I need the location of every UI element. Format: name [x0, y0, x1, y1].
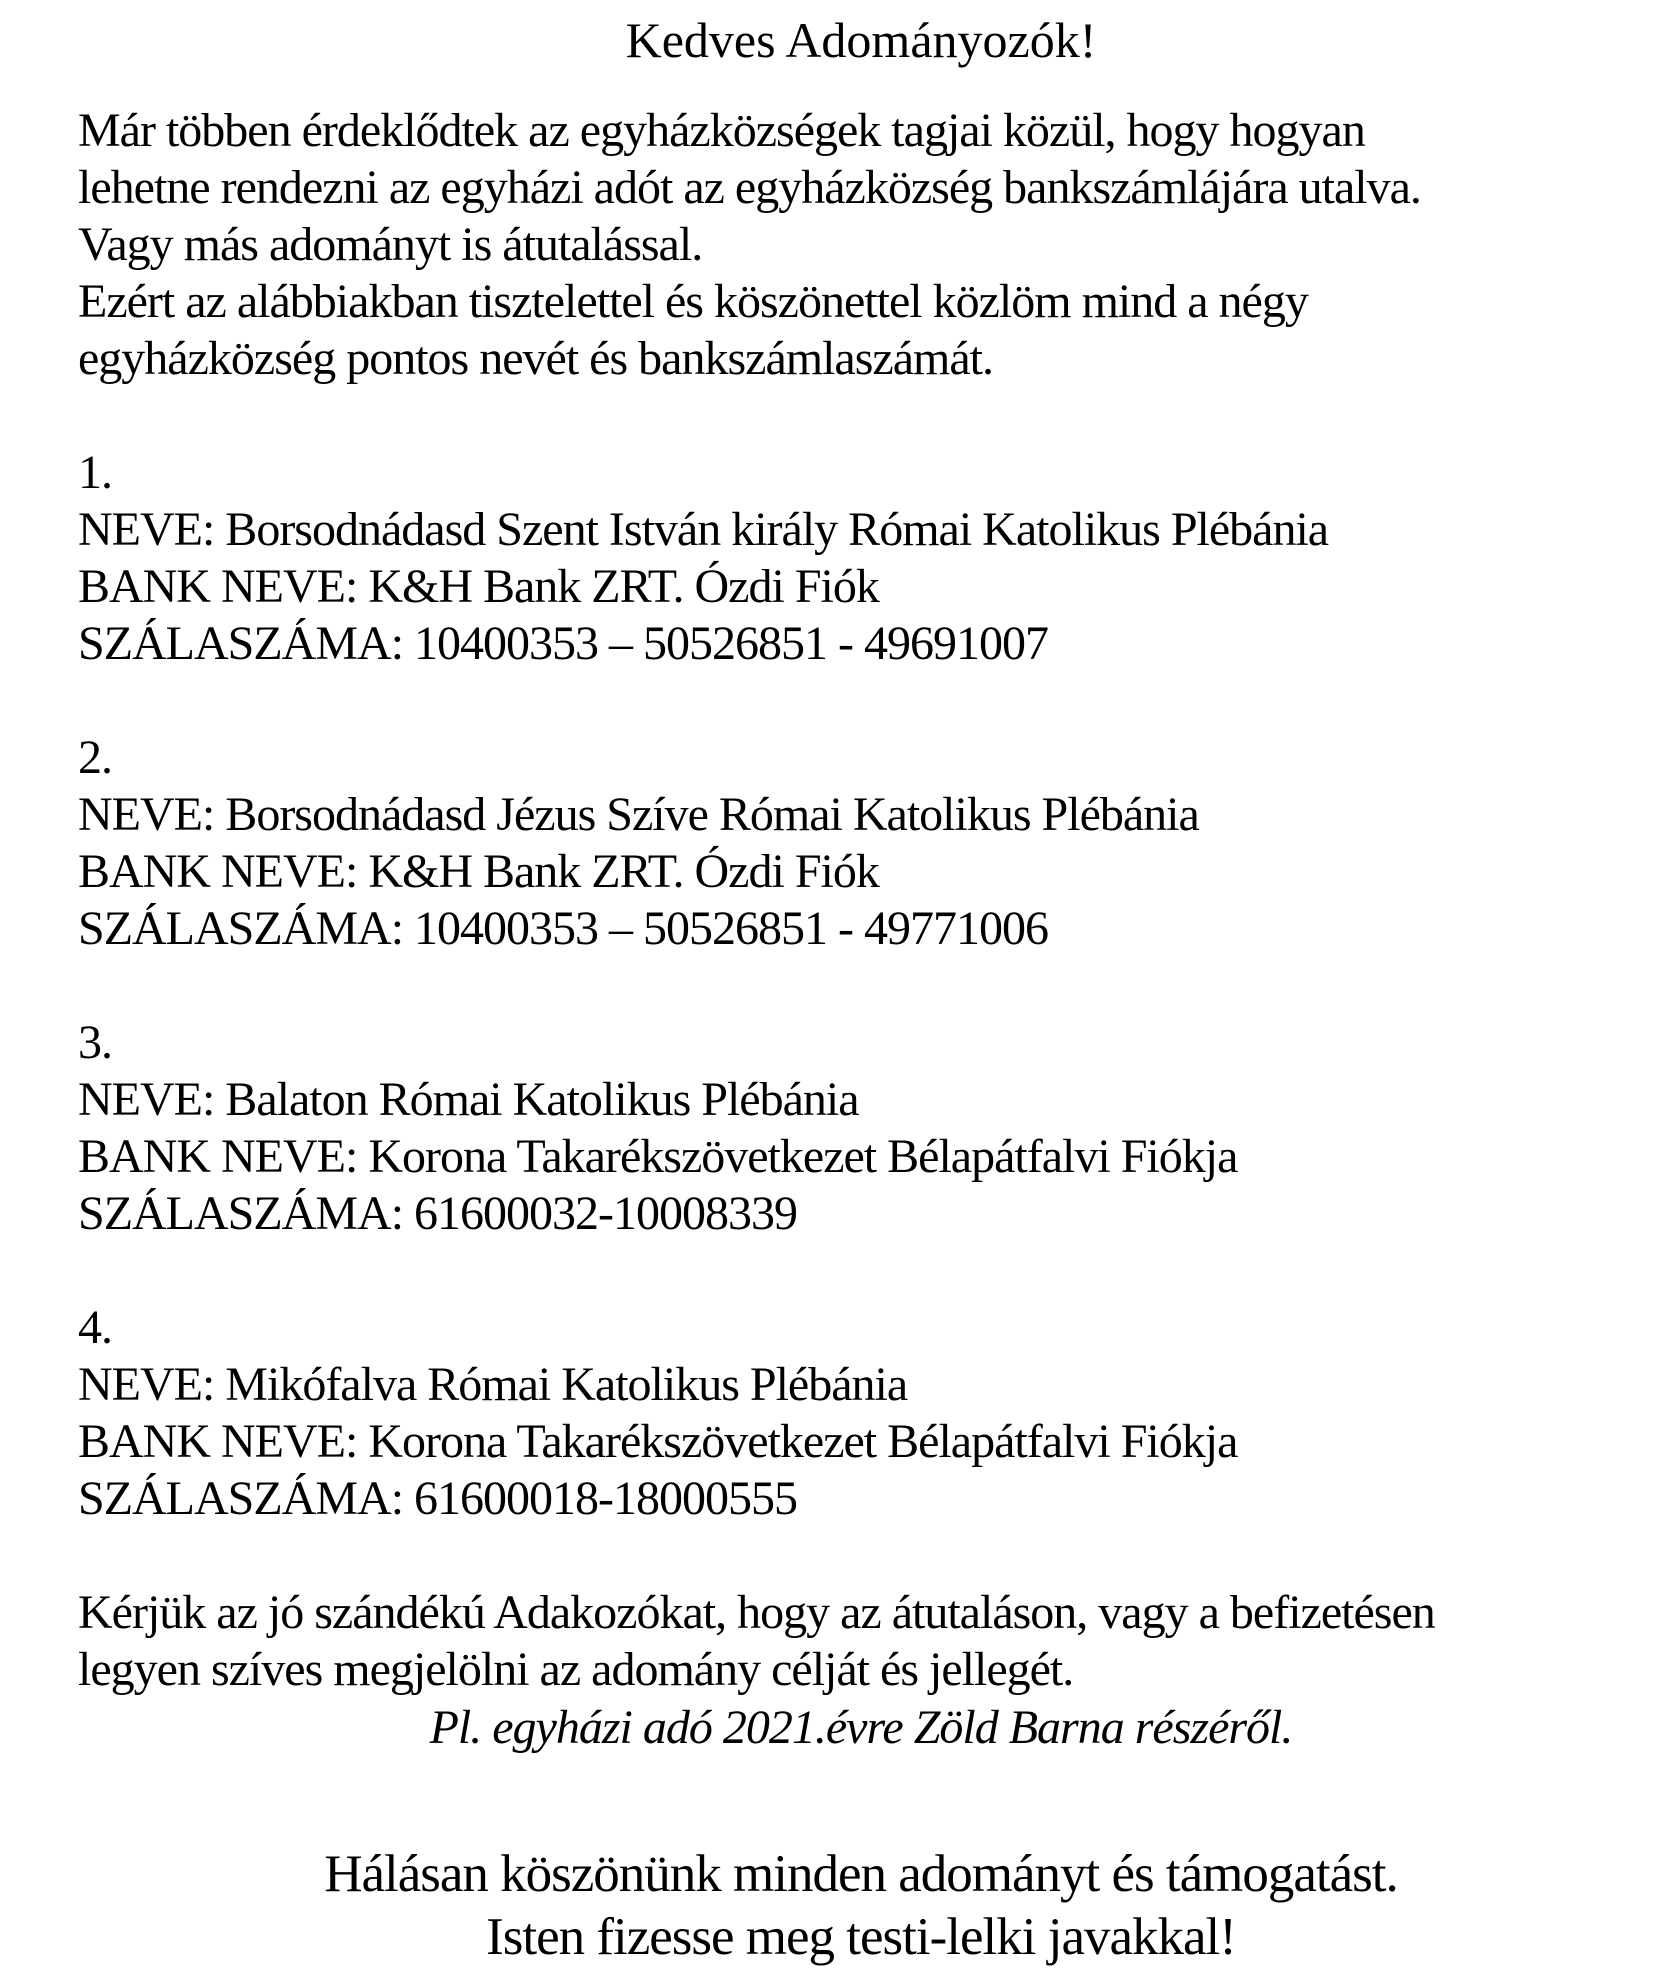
parish-account-line: SZÁLASZÁMA: 61600018-18000555: [78, 1472, 798, 1525]
request-paragraph: [78, 1584, 1644, 1758]
parish-number: 2.: [78, 731, 112, 784]
parish-bank-line: BANK NEVE: K&H Bank ZRT. Ózdi Fiók: [78, 560, 879, 613]
closing-paragraph: [78, 1843, 1644, 1969]
parish-name-line: NEVE: Borsodnádasd Szent István király Római Katolikus Plébánia: [78, 503, 1329, 556]
parish-account-line: SZÁLASZÁMA: 61600032-10008339: [78, 1187, 798, 1240]
intro-line: Ezért az alábbiakban tisztelettel és köszönettel közlöm mind a négy: [78, 275, 1308, 328]
request-line: legyen szíves megjelölni az adomány célját és jellegét.: [78, 1643, 1074, 1696]
parish-entry-3: [78, 1014, 1644, 1242]
intro-line: Vagy más adományt is átutalással.: [78, 218, 703, 271]
parish-bank-line: BANK NEVE: Korona Takarékszövetkezet Bélapátfalvi Fiókja: [78, 1130, 1238, 1183]
intro-line: egyházközség pontos nevét és bankszámlaszámát.: [78, 332, 993, 385]
parish-name-line: NEVE: Borsodnádasd Jézus Szíve Római Katolikus Plébánia: [78, 788, 1199, 841]
parish-account-line: SZÁLASZÁMA: 10400353 – 50526851 - 49691007: [78, 617, 1049, 670]
parish-number: 1.: [78, 446, 112, 499]
closing-line: Isten fizesse meg testi-lelki javakkal!: [486, 1908, 1236, 1966]
document-title: Kedves Adományozók!: [625, 12, 1097, 68]
parish-bank-line: BANK NEVE: K&H Bank ZRT. Ózdi Fiók: [78, 845, 879, 898]
request-line: Kérjük az jó szándékú Adakozókat, hogy az átutaláson, vagy a befizetésen: [78, 1586, 1435, 1639]
closing-line: Hálásan köszönünk minden adományt és támogatást.: [324, 1845, 1398, 1903]
parish-bank-line: BANK NEVE: Korona Takarékszövetkezet Bélapátfalvi Fiókja: [78, 1415, 1238, 1468]
intro-line: Már többen érdeklődtek az egyházközségek tagjai közül, hogy hogyan: [78, 104, 1365, 157]
example-line: Pl. egyházi adó 2021.évre Zöld Barna részéről.: [429, 1701, 1293, 1754]
parish-entry-2: [78, 729, 1644, 957]
parish-account-line: SZÁLASZÁMA: 10400353 – 50526851 - 49771006: [78, 902, 1049, 955]
intro-line: lehetne rendezni az egyházi adót az egyházközség bankszámlájára utalva.: [78, 161, 1421, 214]
intro-paragraph: [78, 102, 1644, 387]
parish-number: 3.: [78, 1016, 112, 1069]
parish-name-line: NEVE: Mikófalva Római Katolikus Plébánia: [78, 1358, 908, 1411]
parish-number: 4.: [78, 1301, 112, 1354]
parish-name-line: NEVE: Balaton Római Katolikus Plébánia: [78, 1073, 859, 1126]
parish-entry-4: [78, 1299, 1644, 1527]
parish-entry-1: [78, 444, 1644, 672]
